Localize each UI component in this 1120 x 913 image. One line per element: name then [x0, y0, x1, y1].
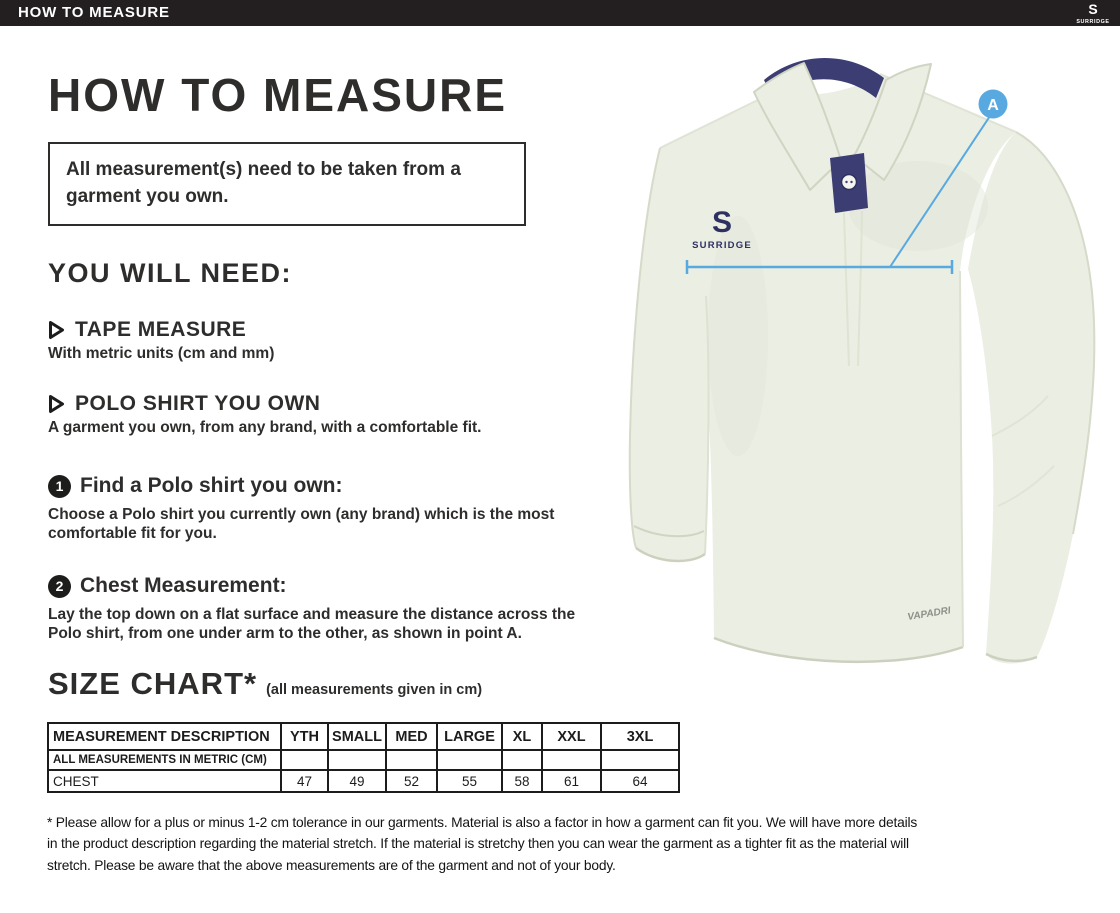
column-header: SMALL: [328, 723, 386, 750]
column-header: YTH: [281, 723, 328, 750]
size-chart-table: [47, 722, 680, 793]
table-row: [48, 750, 679, 770]
measurement-notice-text: All measurement(s) need to be taken from a garment you own.: [66, 159, 461, 207]
table-cell: 52: [386, 770, 437, 792]
need-item-description: A garment you own, from any brand, with a comfortable fit.: [48, 419, 482, 436]
table-cell: [542, 750, 601, 770]
need-item-tape-measure: [48, 318, 274, 363]
measurement-notice-box: [48, 142, 526, 226]
step-description: Choose a Polo shirt you currently own (any brand) which is the most comfortable fit for you.: [48, 506, 555, 543]
svg-text:S: S: [711, 206, 733, 239]
need-item-label: TAPE MEASURE: [75, 318, 247, 341]
surridge-logo-icon: [1070, 1, 1116, 26]
row-label: ALL MEASUREMENTS IN METRIC (CM): [48, 750, 281, 770]
need-item-polo-shirt: [48, 392, 481, 437]
table-cell: [437, 750, 502, 770]
polo-shirt-illustration: [618, 36, 1120, 726]
column-header: LARGE: [437, 723, 502, 750]
table-cell: [502, 750, 542, 770]
column-header: XXL: [542, 723, 601, 750]
size-chart-subheading: (all measurements given in cm): [266, 682, 483, 698]
you-will-need-heading: YOU WILL NEED:: [48, 258, 293, 288]
top-bar: [0, 0, 1120, 26]
surridge-logo-text: SURRIDGE: [1076, 18, 1110, 25]
column-header: XL: [502, 723, 542, 750]
size-chart-heading: SIZE CHART*: [48, 666, 258, 701]
marker-a-label: A: [987, 97, 999, 114]
top-bar-title: HOW TO MEASURE: [18, 4, 170, 21]
table-cell: 61: [542, 770, 601, 792]
step-find-polo: [48, 474, 608, 544]
column-header: 3XL: [601, 723, 679, 750]
column-header: MED: [386, 723, 437, 750]
step-title: Chest Measurement:: [80, 574, 287, 597]
table-cell: 58: [502, 770, 542, 792]
play-triangle-icon: [48, 320, 65, 340]
column-header: MEASUREMENT DESCRIPTION: [48, 723, 281, 750]
tolerance-footnote: * Please allow for a plus or minus 1-2 cm tolerance in our garments. Material is also a factor in how a garment can fit you. We will have more details in the product description regarding the material stretch. If the material is stretchy then you can wear the garment as a tighter fit as the material will stretch. Please be aware that the above measurements are of the garment and not of your body.: [47, 815, 918, 873]
step-description: Lay the top down on a flat surface and measure the distance across the Polo shirt, from one under arm to the other, as shown in point A.: [48, 606, 576, 643]
play-triangle-icon: [48, 394, 65, 414]
table-cell: [601, 750, 679, 770]
size-chart-heading-row: [48, 666, 482, 702]
table-row: [48, 770, 679, 792]
step-title: Find a Polo shirt you own:: [80, 474, 343, 497]
table-cell: 55: [437, 770, 502, 792]
table-cell: 47: [281, 770, 328, 792]
chest-brand-text: SURRIDGE: [692, 240, 752, 251]
svg-text:S: S: [1088, 0, 1098, 17]
table-cell: 64: [601, 770, 679, 792]
table-cell: [281, 750, 328, 770]
marker-a-badge: [979, 90, 1008, 119]
collar-button: [842, 175, 857, 190]
product-image: [618, 36, 1120, 726]
table-cell: 49: [328, 770, 386, 792]
row-label: CHEST: [48, 770, 281, 792]
table-header-row: [48, 723, 679, 750]
surridge-logo: [1069, 0, 1117, 26]
page-title: HOW TO MEASURE: [48, 69, 508, 121]
step-number-badge: 2: [48, 575, 71, 598]
need-item-description: With metric units (cm and mm): [48, 345, 275, 362]
hem-tech-label: VAPADRI: [906, 605, 952, 623]
table-cell: [386, 750, 437, 770]
need-item-label: POLO SHIRT YOU OWN: [75, 392, 321, 415]
step-number-badge: 1: [48, 475, 71, 498]
table-cell: [328, 750, 386, 770]
step-chest-measurement: [48, 574, 608, 644]
